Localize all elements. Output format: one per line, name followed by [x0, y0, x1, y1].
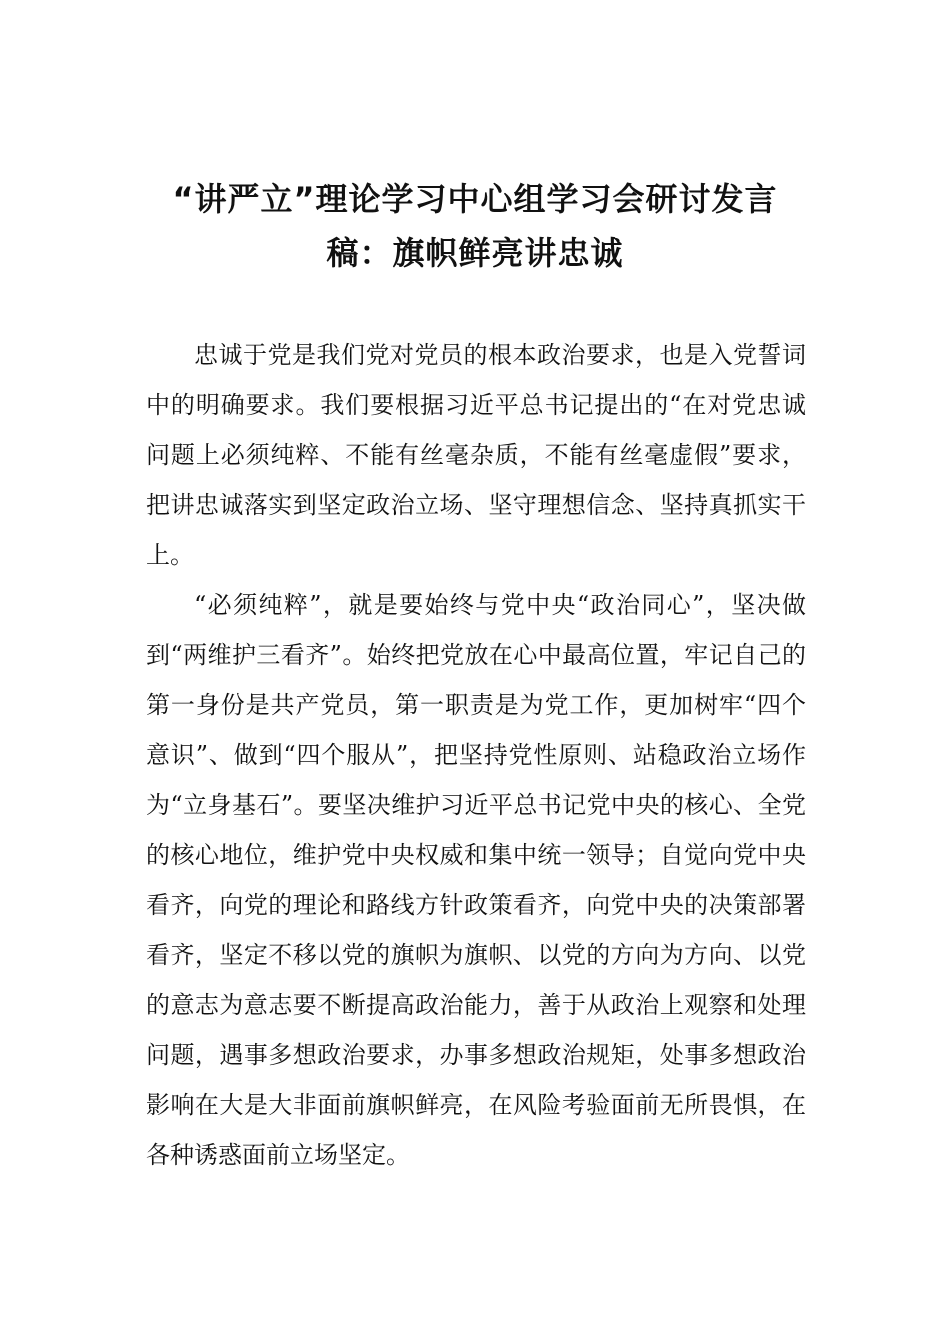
- title-line-1: “讲严立”理论学习中心组学习会研讨发言: [172, 180, 778, 218]
- paragraph-2: “必须纯粹”，就是要始终与党中央“政治同心”，坚决做到“两维护三看齐”。始终把党放在心中最高位置，牢记自己的第一身份是共产党员，第一职责是为党工作，更加树牢“四个意识”、做到“四个服从”，把坚持党性原则、站稳政治立场作为“立身基石”。要坚决维护习近平总书记党中央的核心、全党的核心地位，维护党中央权威和集中统一领导；自觉向党中央看齐，向党的理论和路线方针政策看齐，向党中央的决策部署看齐，坚定不移以党的旗帜为旗帜、以党的方向为方向、以党的意志为意志要不断提高政治能力，善于从政治上观察和处理问题，遇事多想政治要求，办事多想政治规矩，处事多想政治影响在大是大非面前旗帜鲜亮，在风险考验面前无所畏惧，在各种诱惑面前立场坚定。: [146, 591, 806, 1169]
- document-title: [120, 172, 830, 280]
- title-line-2: 稿：旗帜鲜亮讲忠诚: [326, 234, 624, 272]
- paragraph-1: 忠诚于党是我们党对党员的根本政治要求，也是入党誓词中的明确要求。我们要根据习近平总书记提出的“在对党忠诚问题上必须纯粹、不能有丝毫杂质，不能有丝毫虚假”要求，把讲忠诚落实到坚定政治立场、坚守理想信念、坚持真抓实干上。: [146, 341, 806, 569]
- document-body: [146, 330, 806, 1180]
